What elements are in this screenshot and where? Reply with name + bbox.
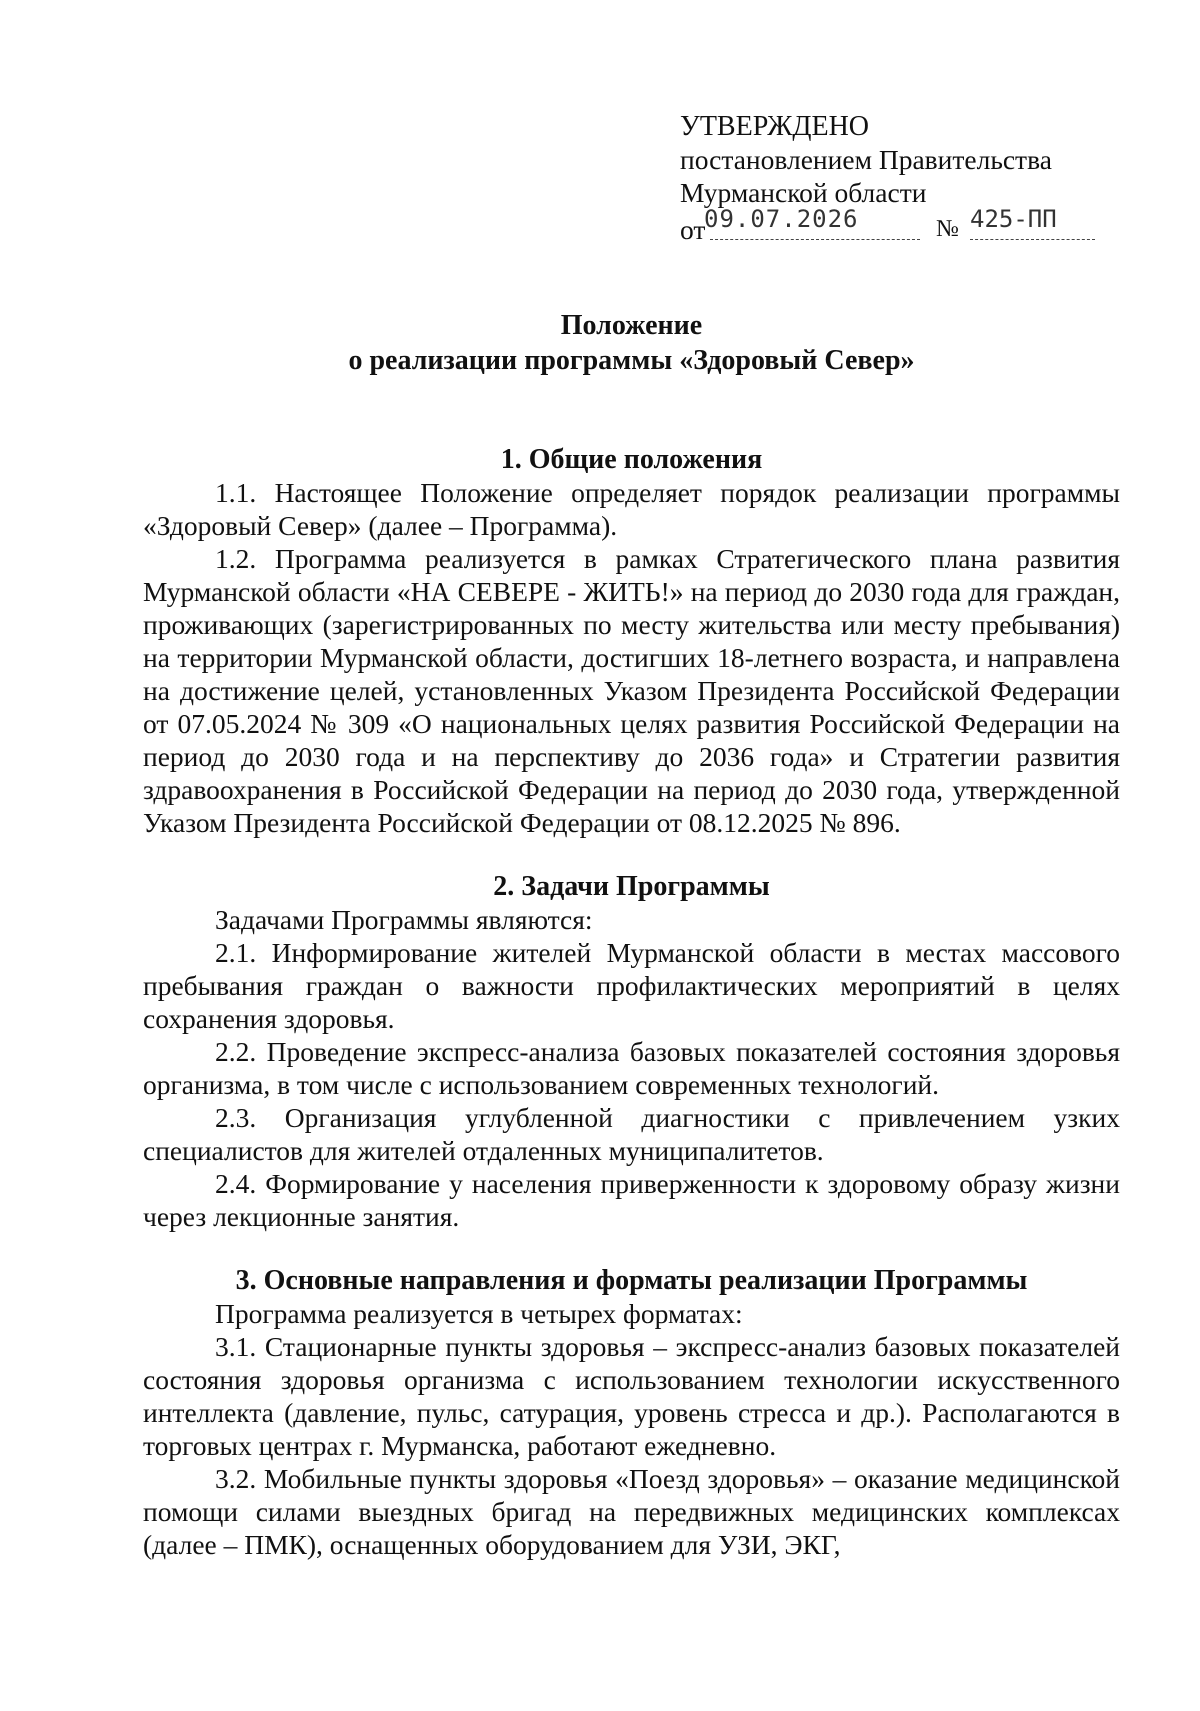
- approval-date-row: [680, 205, 1100, 245]
- document-title: [143, 308, 1120, 378]
- title-line-1: Положение: [560, 310, 703, 341]
- section-general: [143, 443, 1120, 839]
- section-tasks: [143, 870, 1120, 1233]
- approval-number: 425-ПП: [970, 205, 1057, 233]
- paragraph: 2.2. Проведение экспресс-анализа базовых показателей состояния здоровья организма, в том числе с использованием современных технологий.: [143, 1036, 1120, 1100]
- section-heading: 1. Общие положения: [500, 444, 763, 475]
- paragraph: 2.4. Формирование у населения приверженности к здоровому образу жизни через лекционные занятия.: [143, 1168, 1120, 1232]
- paragraph: 2.1. Информирование жителей Мурманской области в местах массового пребывания граждан о важности профилактических мероприятий в целях сохранения здоровья.: [143, 937, 1120, 1034]
- paragraph: Программа реализуется в четырех форматах:: [215, 1298, 743, 1329]
- paragraph: 1.1. Настоящее Положение определяет порядок реализации программы «Здоровый Север» (далее – Программа).: [143, 477, 1120, 541]
- paragraph: Задачами Программы являются:: [215, 904, 593, 935]
- document-body: [143, 443, 1120, 1592]
- paragraph: 2.3. Организация углубленной диагностики с привлечением узких специалистов для жителей отдаленных муниципалитетов.: [143, 1102, 1120, 1166]
- number-underline: [970, 239, 1095, 240]
- approval-stamp: [680, 110, 1100, 245]
- paragraph: 1.2. Программа реализуется в рамках Стратегического плана развития Мурманской области «НА СЕВЕРЕ - ЖИТЬ!» на период до 2030 года для граждан, проживающих (зарегистрированных по месту жительства или месту пребывания) на территории Мурманской области, достигших 18-летнего возраста, и направлена на достижение целей, установленных Указом Президента Российской Федерации от 07.05.2024 № 309 «О национальных целях развития Российской Федерации на период до 2030 года и на перспективу до 2036 года» и Стратегии развития здравоохранения в Российской Федерации на период до 2030 года, утвержденной Указом Президента Российской Федерации от 08.12.2025 № 896.: [143, 543, 1120, 838]
- approval-date: 09.07.2026: [704, 205, 859, 233]
- section-heading: 3. Основные направления и форматы реализации Программы: [235, 1265, 1028, 1296]
- paragraph: 3.2. Мобильные пункты здоровья «Поезд здоровья» – оказание медицинской помощи силами выездных бригад на передвижных медицинских комплексах (далее – ПМК), оснащенных оборудованием для УЗИ, ЭКГ,: [143, 1463, 1120, 1560]
- from-label: от: [680, 214, 706, 245]
- section-heading: 2. Задачи Программы: [493, 871, 770, 902]
- title-line-2: о реализации программы «Здоровый Север»: [348, 345, 915, 376]
- approval-line-2: Мурманской области: [680, 177, 927, 208]
- number-label: №: [936, 216, 959, 242]
- section-formats: [143, 1264, 1120, 1561]
- date-underline: [710, 239, 920, 240]
- approved-label: УТВЕРЖДЕНО: [680, 111, 870, 142]
- paragraph: 3.1. Стационарные пункты здоровья – экспресс-анализ базовых показателей состояния здоровья организма с использованием технологии искусственного интеллекта (давление, пульс, сатурация, уровень стресса и др.). Располагаются в торговых центрах г. Мурманска, работают ежедневно.: [143, 1331, 1120, 1461]
- approval-line-1: постановлением Правительства: [680, 144, 1052, 175]
